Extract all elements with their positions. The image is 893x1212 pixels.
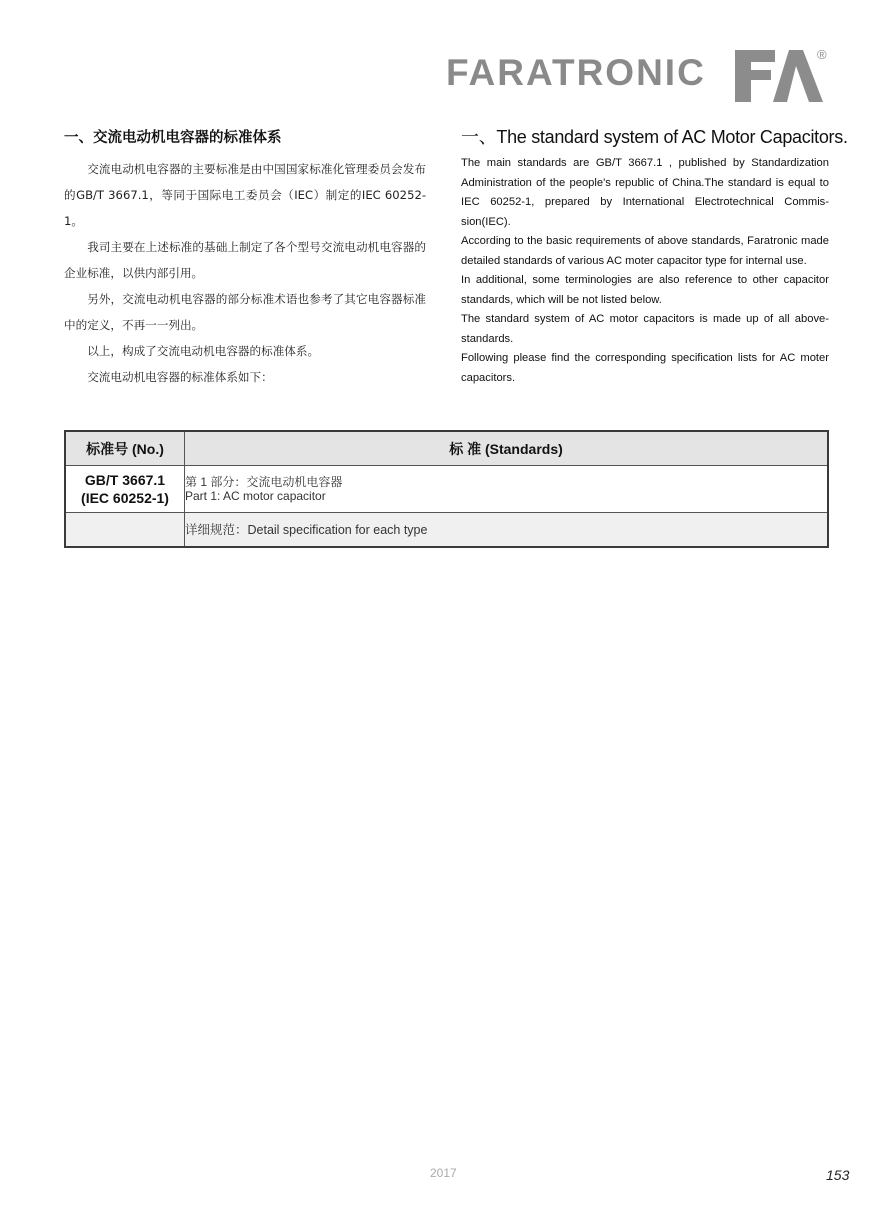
para-zh: 交流电动机电容器的标准体系如下： xyxy=(87,370,273,384)
para-zh: 另外，交流电动机电容器的部分标准术语也参考了其它电容器标准中的定义，不再一一列出。 xyxy=(64,292,426,332)
standard-description-zh: 第 1 部分：交流电动机电容器 xyxy=(185,475,343,489)
para-en: The main standards are GB/T 3667.1 , published by Standardization Administration of the people's republic of China.The standard is equal to IEC 60252-1, prepared by International Electrotechnical Commis-sion(IEC). xyxy=(461,157,829,228)
table-row xyxy=(65,466,828,513)
col-header-no: 标准号 (No.) xyxy=(65,431,185,466)
table-header-row xyxy=(65,431,828,466)
para-en: Following please find the corresponding specification lists for AC moter capacitors. xyxy=(461,352,829,384)
standard-description-cell xyxy=(185,466,829,513)
standard-description-cell: 详细规范：Detail specification for each type xyxy=(185,513,829,548)
col-header-standards: 标 准 (Standards) xyxy=(185,431,829,466)
footer-year: 2017 xyxy=(430,1166,457,1180)
heading-zh: 一、交流电动机电容器的标准体系 xyxy=(64,130,282,146)
standard-number-cell xyxy=(65,513,185,548)
standard-description-en: Part 1: AC motor capacitor xyxy=(185,489,326,503)
body-en xyxy=(461,154,829,388)
para-zh: 交流电动机电容器的主要标准是由中国国家标准化管理委员会发布的GB/T 3667.1，等同于国际电工委员会（IEC）制定的IEC 60252-1。 xyxy=(64,162,426,228)
brand-name: FARATRONIC xyxy=(446,52,706,93)
standard-number-cell xyxy=(65,466,185,513)
para-zh: 我司主要在上述标准的基础上制定了各个型号交流电动机电容器的企业标准，以供内部引用。 xyxy=(64,240,426,280)
faratronic-logo-icon xyxy=(733,44,833,106)
heading-en: 一、The standard system of AC Motor Capacitors. xyxy=(461,127,848,147)
table-row xyxy=(65,513,828,548)
body-zh xyxy=(64,156,426,390)
registered-mark: ® xyxy=(817,47,827,62)
page-number: 153 xyxy=(826,1167,850,1183)
standard-number: GB/T 3667.1 xyxy=(84,472,166,488)
para-en: According to the basic requirements of above standards, Faratronic made detailed standards of various AC moter capacitor type for internal use. xyxy=(461,235,829,267)
para-en: In additional, some terminologies are also reference to other capacitor standards, which will be not listed below. xyxy=(461,274,829,306)
para-en: The standard system of AC motor capacitors is made up of all above-standards. xyxy=(461,313,829,345)
standards-table xyxy=(64,430,829,548)
para-zh: 以上，构成了交流电动机电容器的标准体系。 xyxy=(87,344,320,358)
standard-number-iec: (IEC 60252-1) xyxy=(81,490,169,506)
